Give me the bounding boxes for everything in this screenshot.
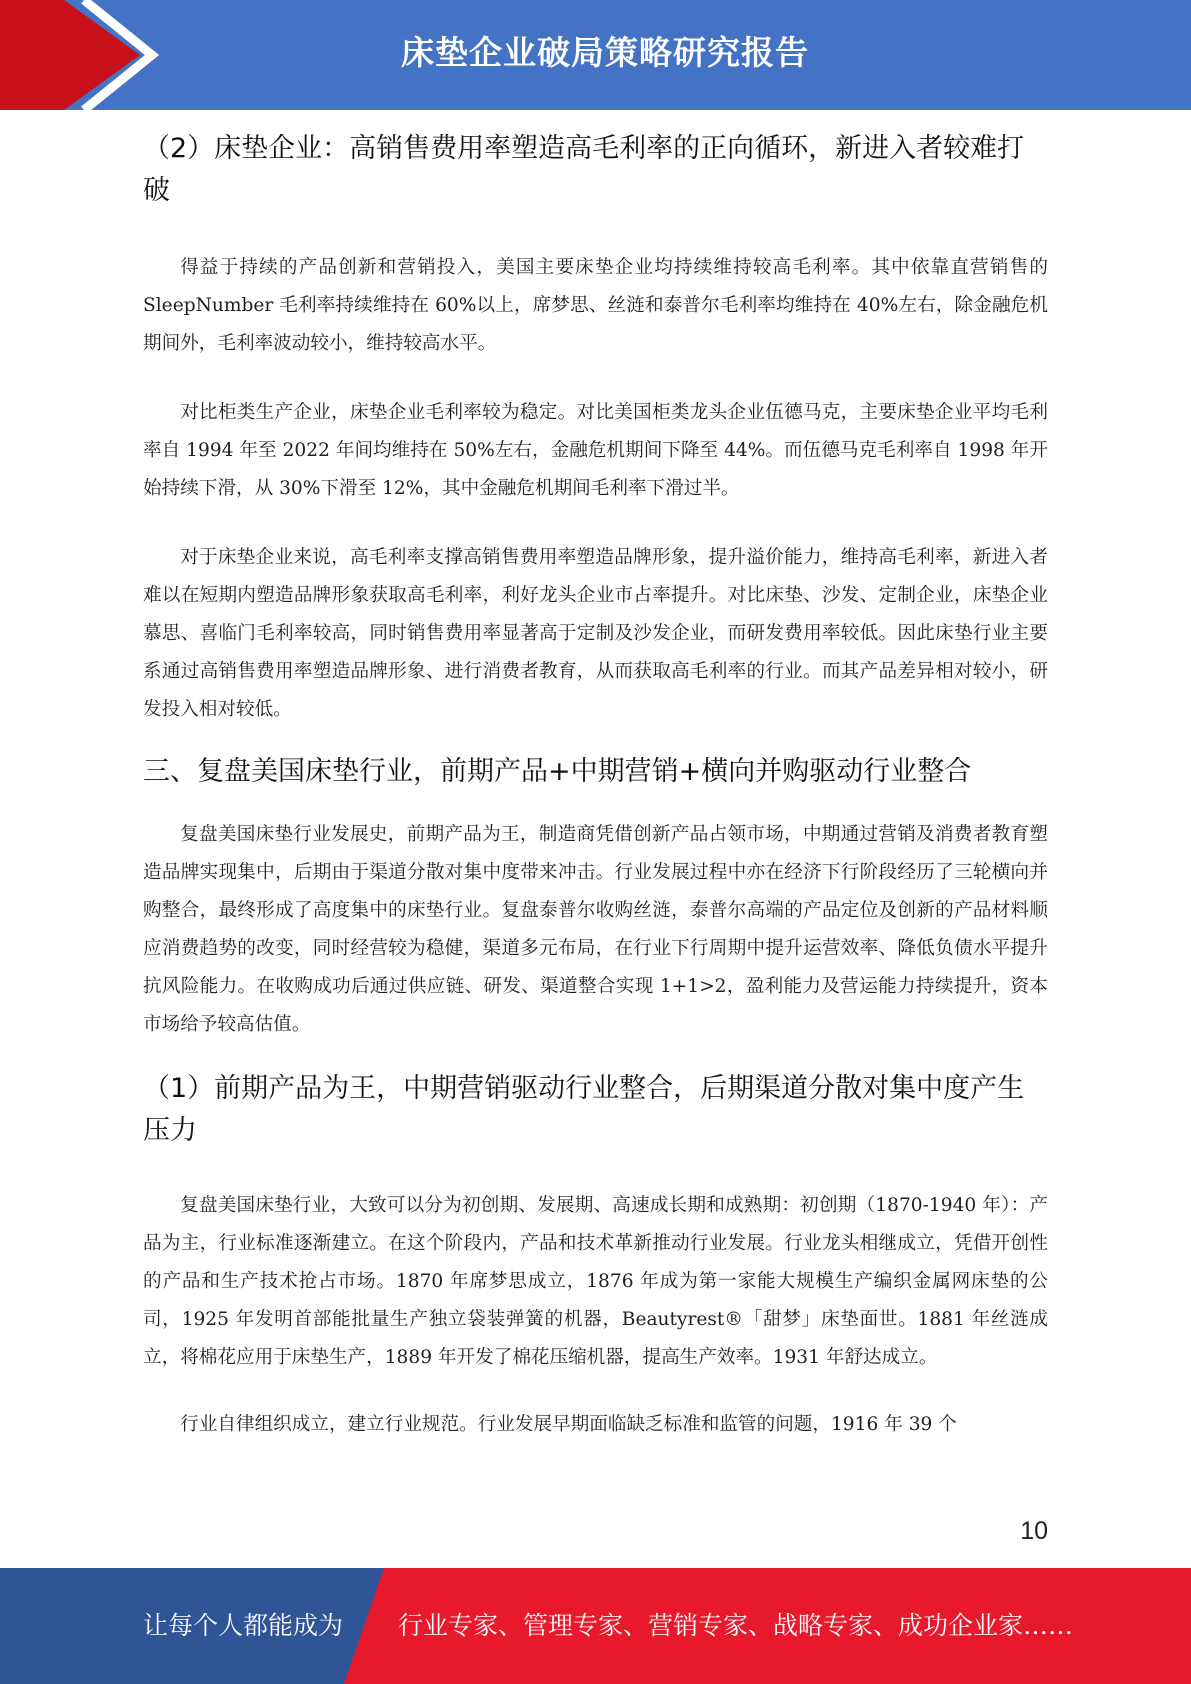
footer-slogan-right: 行业专家、管理专家、营销专家、战略专家、成功企业家…… <box>398 1611 1074 1640</box>
page-header <box>0 0 1191 110</box>
body-paragraph: 行业自律组织成立，建立行业规范。行业发展早期面临缺乏标准和监管的问题，1916 年 39 个 <box>180 1414 957 1435</box>
body-paragraph: 得益于持续的产品创新和营销投入，美国主要床垫企业均持续维持较高毛利率。其中依靠直营销售的 SleepNumber 毛利率持续维持在 60%以上，席梦思、丝涟和泰普尔毛利率均维持在 40%左右，除金融危机期间外，毛利率波动较小，维持较高水平。 <box>143 257 1048 354</box>
page-number: 10 <box>1020 1517 1048 1545</box>
report-title: 床垫企业破局策略研究报告 <box>401 33 809 72</box>
body-paragraph: 复盘美国床垫行业发展史，前期产品为王，制造商凭借创新产品占领市场，中期通过营销及消费者教育塑造品牌实现集中，后期由于渠道分散对集中度带来冲击。行业发展过程中亦在经济下行阶段经历了三轮横向并购整合，最终形成了高度集中的床垫行业。复盘泰普尔收购丝涟，泰普尔高端的产品定位及创新的产品材料顺应消费趋势的改变，同时经营较为稳健，渠道多元布局，在行业下行周期中提升运营效率、降低负债水平提升抗风险能力。在收购成功后通过供应链、研发、渠道整合实现 1+1>2，盈利能力及营运能力持续提升，资本市场给予较高估值。 <box>143 824 1048 1035</box>
section-heading: （2）床垫企业：高销售费用率塑造高毛利率的正向循环，新进入者较难打破 <box>143 133 1025 206</box>
body-paragraph: 对比柜类生产企业，床垫企业毛利率较为稳定。对比美国柜类龙头企业伍德马克，主要床垫企业平均毛利率自 1994 年至 2022 年间均维持在 50%左右，金融危机期间下降至 44%。而伍德马克毛利率自 1998 年开始持续下滑，从 30%下滑至 12%，其中金融危机期间毛利率下滑过半。 <box>143 402 1048 499</box>
footer-slogan-left: 让每个人都能成为 <box>143 1611 344 1640</box>
body-paragraph: 复盘美国床垫行业，大致可以分为初创期、发展期、高速成长期和成熟期：初创期（1870-1940 年）：产品为主，行业标准逐渐建立。在这个阶段内，产品和技术革新推动行业发展。行业龙头相继成立，凭借开创性的产品和生产技术抢占市场。1870 年席梦思成立，1876 年成为第一家能大规模生产编织金属网床垫的公司，1925 年发明首部能批量生产独立袋装弹簧的机器，Beautyrest®「甜梦」床垫面世。1881 年丝涟成立，将棉花应用于床垫生产，1889 年开发了棉花压缩机器，提高生产效率。1931 年舒达成立。 <box>143 1195 1048 1368</box>
section-heading: （1）前期产品为王，中期营销驱动行业整合，后期渠道分散对集中度产生压力 <box>143 1073 1025 1146</box>
body-paragraph: 对于床垫企业来说，高毛利率支撑高销售费用率塑造品牌形象，提升溢价能力，维持高毛利率，新进入者难以在短期内塑造品牌形象获取高毛利率，利好龙头企业市占率提升。对比床垫、沙发、定制企业，床垫企业慕思、喜临门毛利率较高，同时销售费用率显著高于定制及沙发企业，而研发费用率较低。因此床垫行业主要系通过高销售费用率塑造品牌形象、进行消费者教育，从而获取高毛利率的行业。而其产品差异相对较小，研发投入相对较低。 <box>143 547 1048 720</box>
page-footer <box>0 1568 1191 1684</box>
main-content <box>143 128 1048 1444</box>
chapter-heading: 三、复盘美国床垫行业，前期产品+中期营销+横向并购驱动行业整合 <box>143 756 972 787</box>
